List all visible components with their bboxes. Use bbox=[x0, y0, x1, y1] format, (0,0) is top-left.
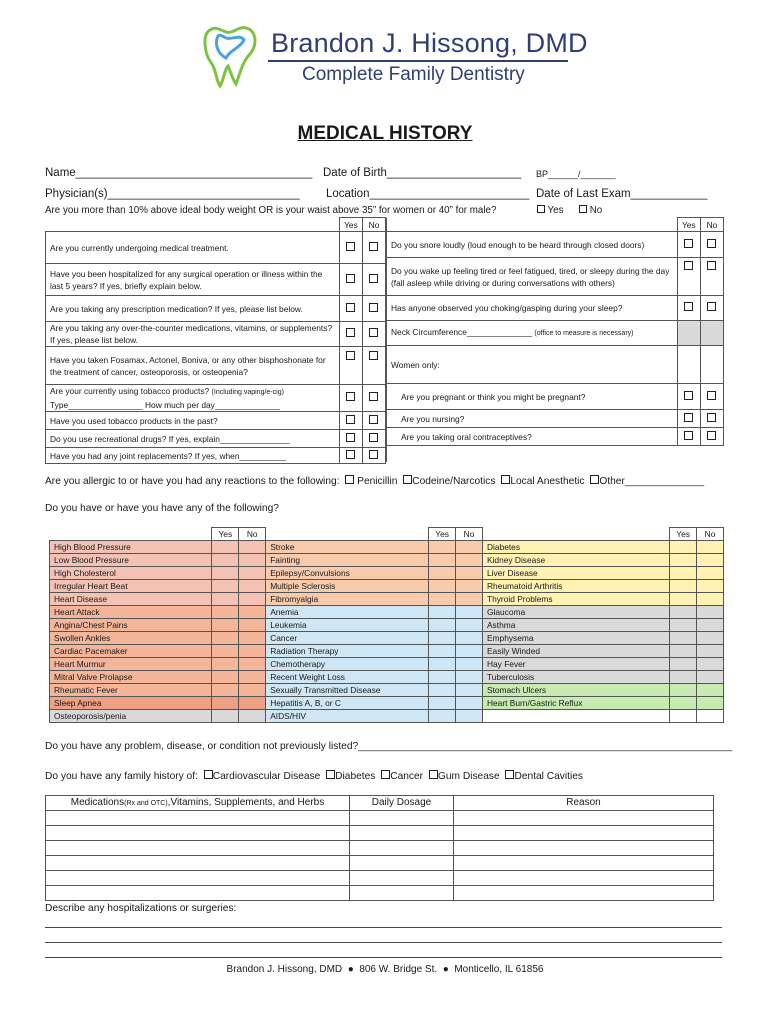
question-contraceptives: Are you taking oral contraceptives? bbox=[387, 428, 678, 446]
tooth-logo-icon bbox=[200, 20, 270, 95]
other-checkbox[interactable] bbox=[590, 475, 599, 484]
no-checkbox[interactable] bbox=[697, 710, 724, 723]
yes-checkbox[interactable] bbox=[429, 697, 456, 710]
footer: Brandon J. Hissong, DMD ● 806 W. Bridge St. ● Monticello, IL 61856 bbox=[226, 964, 544, 975]
no-checkbox[interactable] bbox=[456, 606, 483, 619]
yes-checkbox[interactable] bbox=[670, 684, 697, 697]
yes-checkbox[interactable] bbox=[670, 593, 697, 606]
condition-label: Heart Attack bbox=[50, 606, 212, 619]
condition-label: Mitral Valve Prolapse bbox=[50, 671, 212, 684]
condition-label: AIDS/HIV bbox=[266, 710, 429, 723]
left-questions-table bbox=[45, 217, 386, 464]
no-checkbox[interactable] bbox=[456, 645, 483, 658]
yes-checkbox[interactable] bbox=[429, 593, 456, 606]
yes-checkbox[interactable] bbox=[670, 606, 697, 619]
no-checkbox[interactable] bbox=[707, 302, 716, 311]
condition-label: Fibromyalgia bbox=[266, 593, 429, 606]
no-checkbox[interactable] bbox=[707, 413, 716, 422]
no-checkbox[interactable] bbox=[697, 580, 724, 593]
no-checkbox[interactable] bbox=[697, 684, 724, 697]
other-problem-field[interactable]: Do you have any problem, disease, or condition not previously listed?__________________________________________________________________ bbox=[45, 741, 733, 752]
condition-label: Rheumatic Fever bbox=[50, 684, 212, 697]
question-nursing: Are you nursing? bbox=[387, 410, 678, 428]
no-checkbox[interactable] bbox=[697, 554, 724, 567]
condition-label: Thyroid Problems bbox=[482, 593, 669, 606]
no-checkbox[interactable] bbox=[239, 554, 266, 567]
yes-checkbox[interactable] bbox=[670, 541, 697, 554]
hospitalization-line[interactable] bbox=[45, 942, 722, 943]
yes-checkbox[interactable] bbox=[212, 580, 239, 593]
medication-cell[interactable] bbox=[46, 886, 350, 901]
no-checkbox[interactable] bbox=[707, 431, 716, 440]
question-pregnant: Are you pregnant or think you might be pregnant? bbox=[387, 384, 678, 410]
no-checkbox[interactable] bbox=[456, 710, 483, 723]
dob-field[interactable]: Date of Birth_____________________ bbox=[323, 167, 522, 179]
family-history-row: Do you have any family history of: Cardiovascular Disease Diabetes Cancer Gum Disease Dental Cavities bbox=[45, 771, 583, 782]
no-checkbox[interactable] bbox=[239, 658, 266, 671]
medication-cell[interactable] bbox=[46, 841, 350, 856]
condition-label: Tuberculosis bbox=[482, 671, 669, 684]
yes-checkbox[interactable] bbox=[684, 302, 693, 311]
col-yes: Yes bbox=[212, 528, 239, 541]
yes-checkbox[interactable] bbox=[670, 580, 697, 593]
yes-checkbox[interactable] bbox=[346, 450, 355, 459]
question-hospitalized: Have you been hospitalized for any surgical operation or illness within the last 5 years? If yes, briefly explain below. bbox=[46, 264, 340, 296]
no-checkbox[interactable] bbox=[239, 671, 266, 684]
yes-checkbox[interactable] bbox=[429, 710, 456, 723]
yes-checkbox[interactable] bbox=[429, 567, 456, 580]
checkbox-icon[interactable] bbox=[579, 205, 587, 213]
no-checkbox[interactable] bbox=[239, 710, 266, 723]
condition-label: Chemotherapy bbox=[266, 658, 429, 671]
condition-label: Swollen Ankles bbox=[50, 632, 212, 645]
no-checkbox[interactable] bbox=[697, 632, 724, 645]
dosage-cell[interactable] bbox=[350, 871, 454, 886]
no-checkbox[interactable] bbox=[456, 632, 483, 645]
col-yes: Yes bbox=[339, 218, 362, 232]
weight-no-option[interactable]: No bbox=[579, 205, 602, 216]
col-no: No bbox=[239, 528, 266, 541]
condition-label: Kidney Disease bbox=[482, 554, 669, 567]
yes-checkbox[interactable] bbox=[429, 541, 456, 554]
dosage-cell[interactable] bbox=[350, 826, 454, 841]
condition-label: Emphysema bbox=[482, 632, 669, 645]
question-otc: Are you taking any over-the-counter medications, vitamins, or supplements? If yes, please list below. bbox=[46, 322, 340, 347]
condition-label: Low Blood Pressure bbox=[50, 554, 212, 567]
medication-cell[interactable] bbox=[46, 856, 350, 871]
no-checkbox[interactable] bbox=[456, 671, 483, 684]
question-tobacco-past: Have you used tobacco products in the past? bbox=[46, 412, 340, 430]
no-checkbox[interactable] bbox=[239, 593, 266, 606]
yes-checkbox[interactable] bbox=[212, 567, 239, 580]
question-bisphosphonate: Have you taken Fosamax, Actonel, Boniva, or any other bisphoshonate for the treatment of cancer, osteoporosis, or osteopenia? bbox=[46, 347, 340, 385]
condition-label bbox=[482, 710, 669, 723]
condition-label: Liver Disease bbox=[482, 567, 669, 580]
yes-checkbox[interactable] bbox=[670, 632, 697, 645]
practice-name: Brandon J. Hissong, DMD bbox=[271, 28, 588, 58]
no-checkbox[interactable] bbox=[456, 554, 483, 567]
no-checkbox[interactable] bbox=[707, 239, 716, 248]
no-checkbox[interactable] bbox=[697, 671, 724, 684]
yes-checkbox[interactable] bbox=[670, 554, 697, 567]
question-tired: Do you wake up feeling tired or feel fatigued, tired, or sleepy during the day (fall asleep while driving or during conversations with others) bbox=[387, 258, 678, 296]
no-checkbox[interactable] bbox=[369, 415, 378, 424]
page-title: MEDICAL HISTORY bbox=[297, 123, 473, 144]
yes-checkbox[interactable] bbox=[429, 554, 456, 567]
no-checkbox[interactable] bbox=[697, 697, 724, 710]
weight-yes-option[interactable]: Yes bbox=[537, 205, 564, 216]
no-checkbox[interactable] bbox=[239, 684, 266, 697]
reason-header: Reason bbox=[454, 796, 714, 811]
yes-checkbox[interactable] bbox=[212, 684, 239, 697]
condition-label: High Cholesterol bbox=[50, 567, 212, 580]
no-checkbox[interactable] bbox=[456, 567, 483, 580]
yes-checkbox[interactable] bbox=[670, 645, 697, 658]
yes-checkbox[interactable] bbox=[429, 619, 456, 632]
condition-label: Angina/Chest Pains bbox=[50, 619, 212, 632]
physician-field[interactable]: Physician(s)______________________________ bbox=[45, 188, 300, 200]
medication-cell[interactable] bbox=[46, 871, 350, 886]
yes-checkbox[interactable] bbox=[684, 239, 693, 248]
conditions-prompt: Do you have or have you have any of the following? bbox=[45, 503, 279, 514]
women-only-label: Women only: bbox=[387, 346, 678, 384]
medications-header: Medications(Rx and OTC),Vitamins, Supplements, and Herbs bbox=[46, 796, 350, 811]
neck-circumference-field[interactable]: Neck Circumference______________ (office to measure is necessary) bbox=[387, 321, 678, 346]
penicillin-checkbox[interactable] bbox=[345, 475, 354, 484]
no-checkbox[interactable] bbox=[239, 697, 266, 710]
no-checkbox[interactable] bbox=[239, 619, 266, 632]
dosage-cell[interactable] bbox=[350, 856, 454, 871]
question-choking: Has anyone observed you choking/gasping during your sleep? bbox=[387, 296, 678, 321]
yes-checkbox[interactable] bbox=[429, 580, 456, 593]
yes-checkbox[interactable] bbox=[346, 415, 355, 424]
bp-field[interactable]: BP______/_______ bbox=[536, 169, 616, 179]
condition-label: Asthma bbox=[482, 619, 669, 632]
medication-cell[interactable] bbox=[46, 826, 350, 841]
no-checkbox[interactable] bbox=[369, 242, 378, 251]
yes-checkbox[interactable] bbox=[212, 554, 239, 567]
yes-checkbox[interactable] bbox=[346, 274, 355, 283]
yes-checkbox[interactable] bbox=[212, 619, 239, 632]
yes-checkbox[interactable] bbox=[429, 684, 456, 697]
no-checkbox[interactable] bbox=[239, 606, 266, 619]
yes-checkbox[interactable] bbox=[212, 658, 239, 671]
hospitalization-line[interactable] bbox=[45, 957, 722, 958]
diabetes-checkbox[interactable] bbox=[326, 770, 335, 779]
no-checkbox[interactable] bbox=[456, 697, 483, 710]
condition-label: Easily Winded bbox=[482, 645, 669, 658]
yes-checkbox[interactable] bbox=[429, 606, 456, 619]
no-checkbox[interactable] bbox=[456, 619, 483, 632]
no-checkbox[interactable] bbox=[456, 658, 483, 671]
yes-checkbox[interactable] bbox=[346, 351, 355, 360]
logo-divider bbox=[268, 60, 568, 62]
no-checkbox[interactable] bbox=[369, 392, 378, 401]
condition-label: Irregular Heart Beat bbox=[50, 580, 212, 593]
no-checkbox[interactable] bbox=[707, 391, 716, 400]
yes-checkbox[interactable] bbox=[684, 431, 693, 440]
condition-label: Stomach Ulcers bbox=[482, 684, 669, 697]
yes-checkbox[interactable] bbox=[670, 710, 697, 723]
daily-dosage-header: Daily Dosage bbox=[350, 796, 454, 811]
no-checkbox[interactable] bbox=[697, 567, 724, 580]
dosage-cell[interactable] bbox=[350, 886, 454, 901]
cardiovascular-checkbox[interactable] bbox=[204, 770, 213, 779]
no-checkbox[interactable] bbox=[369, 433, 378, 442]
condition-label: Heart Murmur bbox=[50, 658, 212, 671]
yes-checkbox[interactable] bbox=[346, 303, 355, 312]
condition-label: Anemia bbox=[266, 606, 429, 619]
no-checkbox[interactable] bbox=[697, 645, 724, 658]
reason-cell[interactable] bbox=[454, 886, 714, 901]
gum-disease-checkbox[interactable] bbox=[429, 770, 438, 779]
no-checkbox[interactable] bbox=[456, 684, 483, 697]
question-snore: Do you snore loudly (loud enough to be heard through closed doors) bbox=[387, 232, 678, 258]
yes-checkbox[interactable] bbox=[684, 413, 693, 422]
condition-label: Radiation Therapy bbox=[266, 645, 429, 658]
yes-checkbox[interactable] bbox=[212, 671, 239, 684]
codeine-checkbox[interactable] bbox=[403, 475, 412, 484]
question-medical-treatment: Are you currently undergoing medical treatment. bbox=[46, 232, 340, 264]
yes-checkbox[interactable] bbox=[212, 710, 239, 723]
col-no: No bbox=[697, 528, 724, 541]
yes-checkbox[interactable] bbox=[212, 593, 239, 606]
yes-checkbox[interactable] bbox=[670, 697, 697, 710]
yes-checkbox[interactable] bbox=[684, 261, 693, 270]
yes-checkbox[interactable] bbox=[429, 632, 456, 645]
yes-checkbox[interactable] bbox=[429, 671, 456, 684]
yes-checkbox[interactable] bbox=[346, 242, 355, 251]
yes-checkbox[interactable] bbox=[212, 697, 239, 710]
allergy-question-row: Are you allergic to or have you had any reactions to the following: Penicillin Codeine/Narcotics Local Anesthetic Other______________ bbox=[45, 476, 705, 487]
no-checkbox[interactable] bbox=[369, 450, 378, 459]
local-anesthetic-checkbox[interactable] bbox=[501, 475, 510, 484]
name-field[interactable]: Name_____________________________________ bbox=[45, 167, 313, 179]
no-checkbox[interactable] bbox=[697, 606, 724, 619]
yes-checkbox[interactable] bbox=[212, 541, 239, 554]
weight-question: Are you more than 10% above ideal body weight OR is your waist above 35” for women or 40” for male? bbox=[45, 205, 497, 216]
condition-label: Leukemia bbox=[266, 619, 429, 632]
condition-label: High Blood Pressure bbox=[50, 541, 212, 554]
condition-label: Sexually Transmitted Disease bbox=[266, 684, 429, 697]
col-no: No bbox=[700, 218, 723, 232]
no-checkbox[interactable] bbox=[697, 541, 724, 554]
yes-checkbox[interactable] bbox=[346, 392, 355, 401]
no-checkbox[interactable] bbox=[239, 580, 266, 593]
reason-cell[interactable] bbox=[454, 826, 714, 841]
yes-checkbox[interactable] bbox=[670, 658, 697, 671]
practice-subtitle: Complete Family Dentistry bbox=[302, 64, 525, 85]
condition-label: Diabetes bbox=[482, 541, 669, 554]
no-checkbox[interactable] bbox=[697, 593, 724, 606]
yes-checkbox[interactable] bbox=[429, 658, 456, 671]
location-field[interactable]: Location_________________________ bbox=[326, 188, 530, 200]
yes-checkbox[interactable] bbox=[429, 645, 456, 658]
medication-cell[interactable] bbox=[46, 811, 350, 826]
no-checkbox[interactable] bbox=[239, 645, 266, 658]
condition-label: Glaucoma bbox=[482, 606, 669, 619]
no-checkbox[interactable] bbox=[697, 619, 724, 632]
dosage-cell[interactable] bbox=[350, 811, 454, 826]
conditions-table bbox=[49, 527, 724, 723]
question-recreational-drugs: Do you use recreational drugs? If yes, explain_______________ bbox=[46, 430, 340, 448]
yes-checkbox[interactable] bbox=[670, 619, 697, 632]
yes-checkbox[interactable] bbox=[212, 645, 239, 658]
yes-checkbox[interactable] bbox=[684, 391, 693, 400]
col-no: No bbox=[456, 528, 483, 541]
condition-label: Rheumatoid Arthritis bbox=[482, 580, 669, 593]
no-checkbox[interactable] bbox=[369, 351, 378, 360]
reason-cell[interactable] bbox=[454, 841, 714, 856]
condition-label: Heart Disease bbox=[50, 593, 212, 606]
bullet-icon: ● bbox=[442, 964, 449, 975]
medications-table bbox=[45, 795, 714, 901]
question-tobacco: Are your currently using tobacco products? (Including vaping/e-cig) Type________________ How much per day______________ bbox=[46, 385, 340, 412]
col-yes: Yes bbox=[429, 528, 456, 541]
no-checkbox[interactable] bbox=[369, 274, 378, 283]
no-checkbox[interactable] bbox=[369, 328, 378, 337]
col-yes: Yes bbox=[677, 218, 700, 232]
condition-label: Cancer bbox=[266, 632, 429, 645]
checkbox-icon[interactable] bbox=[537, 205, 545, 213]
reason-cell[interactable] bbox=[454, 871, 714, 886]
col-yes: Yes bbox=[670, 528, 697, 541]
no-checkbox[interactable] bbox=[239, 632, 266, 645]
condition-label: Hay Fever bbox=[482, 658, 669, 671]
yes-checkbox[interactable] bbox=[670, 671, 697, 684]
condition-label: Stroke bbox=[266, 541, 429, 554]
condition-label: Epilepsy/Convulsions bbox=[266, 567, 429, 580]
cancer-checkbox[interactable] bbox=[381, 770, 390, 779]
condition-label: Osteoporosis/penia bbox=[50, 710, 212, 723]
question-joint-replacement: Have you had any joint replacements? If yes, when__________ bbox=[46, 448, 340, 464]
hospitalization-line[interactable] bbox=[45, 927, 722, 928]
condition-label: Multiple Sclerosis bbox=[266, 580, 429, 593]
right-questions-table bbox=[386, 217, 724, 462]
question-prescription: Are you taking any prescription medication? If yes, please list below. bbox=[46, 296, 340, 322]
condition-label: Sleep Apnea bbox=[50, 697, 212, 710]
no-checkbox[interactable] bbox=[456, 541, 483, 554]
yes-checkbox[interactable] bbox=[346, 433, 355, 442]
no-checkbox[interactable] bbox=[456, 593, 483, 606]
last-exam-field[interactable]: Date of Last Exam____________ bbox=[536, 188, 708, 200]
bullet-icon: ● bbox=[347, 964, 354, 975]
yes-checkbox[interactable] bbox=[346, 328, 355, 337]
condition-label: Heart Burn/Gastric Reflux bbox=[482, 697, 669, 710]
yes-checkbox[interactable] bbox=[670, 567, 697, 580]
condition-label: Recent Weight Loss bbox=[266, 671, 429, 684]
no-checkbox[interactable] bbox=[456, 580, 483, 593]
no-checkbox[interactable] bbox=[239, 541, 266, 554]
reason-cell[interactable] bbox=[454, 856, 714, 871]
col-no: No bbox=[362, 218, 385, 232]
dosage-cell[interactable] bbox=[350, 841, 454, 856]
condition-label: Cardiac Pacemaker bbox=[50, 645, 212, 658]
yes-checkbox[interactable] bbox=[212, 632, 239, 645]
yes-checkbox[interactable] bbox=[212, 606, 239, 619]
condition-label: Hepatitis A, B, or C bbox=[266, 697, 429, 710]
no-checkbox[interactable] bbox=[697, 658, 724, 671]
no-checkbox[interactable] bbox=[239, 567, 266, 580]
reason-cell[interactable] bbox=[454, 811, 714, 826]
hospitalizations-label: Describe any hospitalizations or surgeries: bbox=[45, 903, 237, 914]
no-checkbox[interactable] bbox=[707, 261, 716, 270]
no-checkbox[interactable] bbox=[369, 303, 378, 312]
condition-label: Fainting bbox=[266, 554, 429, 567]
